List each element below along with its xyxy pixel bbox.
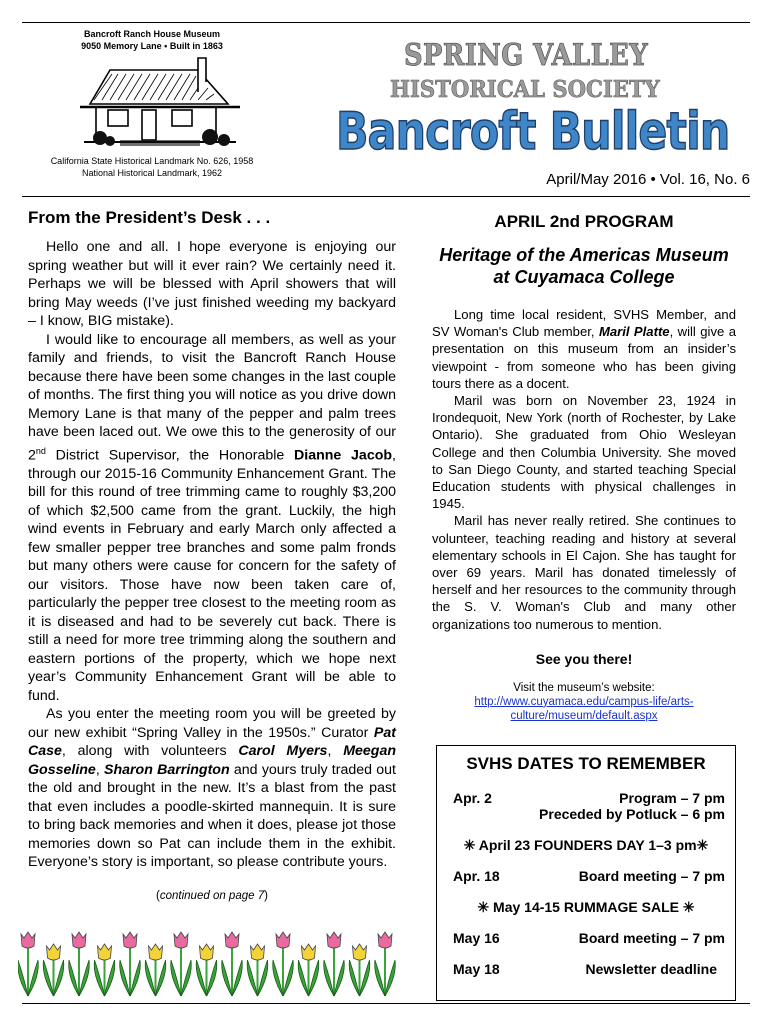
president-paragraph-1: Hello one and all. I hope everyone is enjoying our spring weather but will it ever rain? We certainly need it. Perhaps we will be blessed with April showers that will bring May weeds (I’ve just finished weeding my backyard – I know, BIG mistake). xyxy=(28,239,396,329)
tulip-shape xyxy=(21,932,35,948)
dates-box xyxy=(436,745,736,1001)
tulip-shape xyxy=(207,960,217,996)
tulip-shape xyxy=(94,960,104,996)
date-row-sub: Preceded by Potluck – 6 pm xyxy=(539,806,725,822)
museum-website-link[interactable]: http://www.cuyamaca.edu/campus-life/arts- culture/museum/default.aspx xyxy=(474,695,694,722)
program-subtitle: Heritage of the Americas Museum at Cuyamaca College xyxy=(439,245,729,287)
tulip-shape xyxy=(28,960,38,996)
volunteer-name: Sharon Barrington xyxy=(104,761,230,778)
tulip-shape xyxy=(222,960,232,996)
program-paragraph-1: Long time local resident, SVHS Member, and SV Woman's Club member, Maril Platte, will give a presentation on this museum from an insider’s viewpoint - from someone who has been giving tours there as a docent. xyxy=(432,307,736,391)
tulip-shape xyxy=(79,960,89,996)
tulip-shape xyxy=(54,960,64,996)
website-block xyxy=(432,681,736,723)
tulip-shape xyxy=(334,960,344,996)
society-title-line1: SPRING VALLEY xyxy=(404,38,649,73)
star-icon: ✳ xyxy=(463,837,476,853)
tulip-shape xyxy=(196,960,206,996)
tulip-shape xyxy=(327,932,341,948)
tulip-shape xyxy=(174,932,188,948)
president-paragraph-3: As you enter the meeting room you will be greeted by our new exhibit “Spring Valley in the 1950s.” Curator Pat Case, along with volunteers Carol Myers, Meegan Gosseline, Sharon Barrington and yours truly traded out the old and brought in the new. It’s a blast from the past that even includes a poodle-skirted mannequin. It is sure to bring back memories and when it does, please jot those memories down so Pat can include them in the exhibit. Everyone’s story is important, so please contribute yours. xyxy=(28,706,397,871)
tulip-shape xyxy=(385,960,395,996)
tulip-shape xyxy=(273,960,283,996)
issue-date: April/May 2016 • Vol. 16, No. 6 xyxy=(546,171,750,188)
bottom-rule xyxy=(22,1003,750,1004)
tulip-shape xyxy=(251,944,265,960)
museum-name: Bancroft Ranch House Museum xyxy=(83,29,221,39)
society-title-line2: HISTORICAL SOCIETY xyxy=(390,76,660,103)
header-rule xyxy=(22,196,750,197)
date-row: May 18 Newsletter deadline xyxy=(453,961,717,977)
tulip-shape xyxy=(130,960,140,996)
date-row: May 16 Board meeting – 7 pm xyxy=(453,930,725,946)
tulip-shape xyxy=(69,960,79,996)
national-landmark: National Historical Landmark, 1962 xyxy=(81,168,223,178)
tulip-shape xyxy=(171,960,181,996)
star-icon: ✳ xyxy=(696,837,709,853)
speaker-name: Maril Platte xyxy=(598,324,670,340)
continued-note: (continued on page 7) xyxy=(156,889,268,902)
tulip-shape xyxy=(378,932,392,948)
tulip-shape xyxy=(298,960,308,996)
tulip-shape xyxy=(120,960,130,996)
program-heading: APRIL 2nd PROGRAM xyxy=(494,212,674,231)
tulip-shape xyxy=(72,932,86,948)
dates-heading: SVHS DATES TO REMEMBER xyxy=(466,754,706,773)
tulip-shape xyxy=(47,944,61,960)
bulletin-title: Bancroft Bulletin xyxy=(336,102,730,162)
tulip-shape xyxy=(375,960,385,996)
tulip-shape xyxy=(258,960,268,996)
date-row: Apr. 2 Program – 7 pm xyxy=(453,790,725,806)
tulip-border-illustration xyxy=(18,926,396,998)
tulip-shape xyxy=(105,960,115,996)
tulip-shape xyxy=(18,960,28,996)
supervisor-name: Dianne Jacob xyxy=(294,447,393,464)
tulip-shape xyxy=(156,960,166,996)
tulip-shape xyxy=(200,944,214,960)
president-paragraph-2: I would like to encourage all members, as well as your family and friends, to visit the Bancroft Ranch House because there have been some changes in the last couple of months. The first thing you will notice as you drive down Memory Lane is that many of the pepper and palm trees have been laced out. We owe this to the generosity of our 2nd District Supervisor, the Honorable Dianne Jacob, through our 2015-16 Community Enhancement Grant. The bill for this round of tree trimming came to roughly $3,200 of which $2,500 came from the grant. Luckily, the high wind events in February and early March only affected a few smaller pepper tree branches and some palm fronds but many others were cause for concern for the safety of our visitors. Those have now been taken care of, particularly the pepper tree closest to the meeting room as it is diseased and had to be severely cut back. There is still a need for more tree trimming along the southern and eastern portions of the property, which we hope next year’s Community Enhancement Grant will be able to fund. xyxy=(28,331,396,704)
tulip-shape xyxy=(353,944,367,960)
tulip-shape xyxy=(349,960,359,996)
top-rule xyxy=(22,22,750,23)
tulip-shape xyxy=(309,960,319,996)
tulip-shape xyxy=(145,960,155,996)
see-you-there: See you there! xyxy=(535,650,633,667)
date-row: Apr. 18 Board meeting – 7 pm xyxy=(453,868,725,884)
date-row-founders: ✳ April 23 FOUNDERS DAY 1–3 pm✳ xyxy=(463,837,709,853)
ranch-house-illustration xyxy=(80,52,240,152)
tulip-shape xyxy=(225,932,239,948)
website-label: Visit the museum’s website: xyxy=(513,681,655,694)
tulip-shape xyxy=(247,960,257,996)
museum-address: 9050 Memory Lane • Built in 1863 xyxy=(81,41,223,51)
volunteer-name: Carol Myers xyxy=(238,743,328,760)
tulip-shape xyxy=(360,960,370,996)
tulip-shape xyxy=(123,932,137,948)
tulip-shape xyxy=(283,960,293,996)
president-column xyxy=(28,208,396,902)
tulip-shape xyxy=(43,960,53,996)
president-heading: From the President’s Desk . . . xyxy=(28,208,271,227)
tulip-shape xyxy=(302,944,316,960)
tulip-shape xyxy=(232,960,242,996)
tulip-shape xyxy=(181,960,191,996)
tulip-shape xyxy=(276,932,290,948)
star-icon: ✳ xyxy=(477,899,490,915)
star-icon: ✳ xyxy=(682,899,695,915)
date-row-rummage: ✳ May 14-15 RUMMAGE SALE ✳ xyxy=(477,899,695,915)
volunteer-name: Meegan Gosseline xyxy=(28,743,397,778)
tulip-shape xyxy=(149,944,163,960)
program-paragraph-3: Maril has never really retired. She continues to volunteer, teaching reading and history at several elementary schools in El Cajon. She has taught for over 69 years. Maril has donated timelessly of herself and her resources to the community through the S. V. Woman's Club and many other organizations too numerous to mention. xyxy=(432,513,736,632)
program-column xyxy=(432,212,736,723)
tulip-shape xyxy=(324,960,334,996)
tulip-shape xyxy=(98,944,112,960)
curator-name: Pat Case xyxy=(28,724,396,760)
state-landmark: California State Historical Landmark No. 626, 1958 xyxy=(50,156,254,166)
program-paragraph-2: Maril was born on November 23, 1924 in Irondequoit, New York (north of Rochester, by Lake Ontario). She graduated from Ohio Wesleyan College and then Columbia University. She moved to San Diego County, and started teaching Special Education students with physical challenges in 1945. xyxy=(432,393,736,512)
